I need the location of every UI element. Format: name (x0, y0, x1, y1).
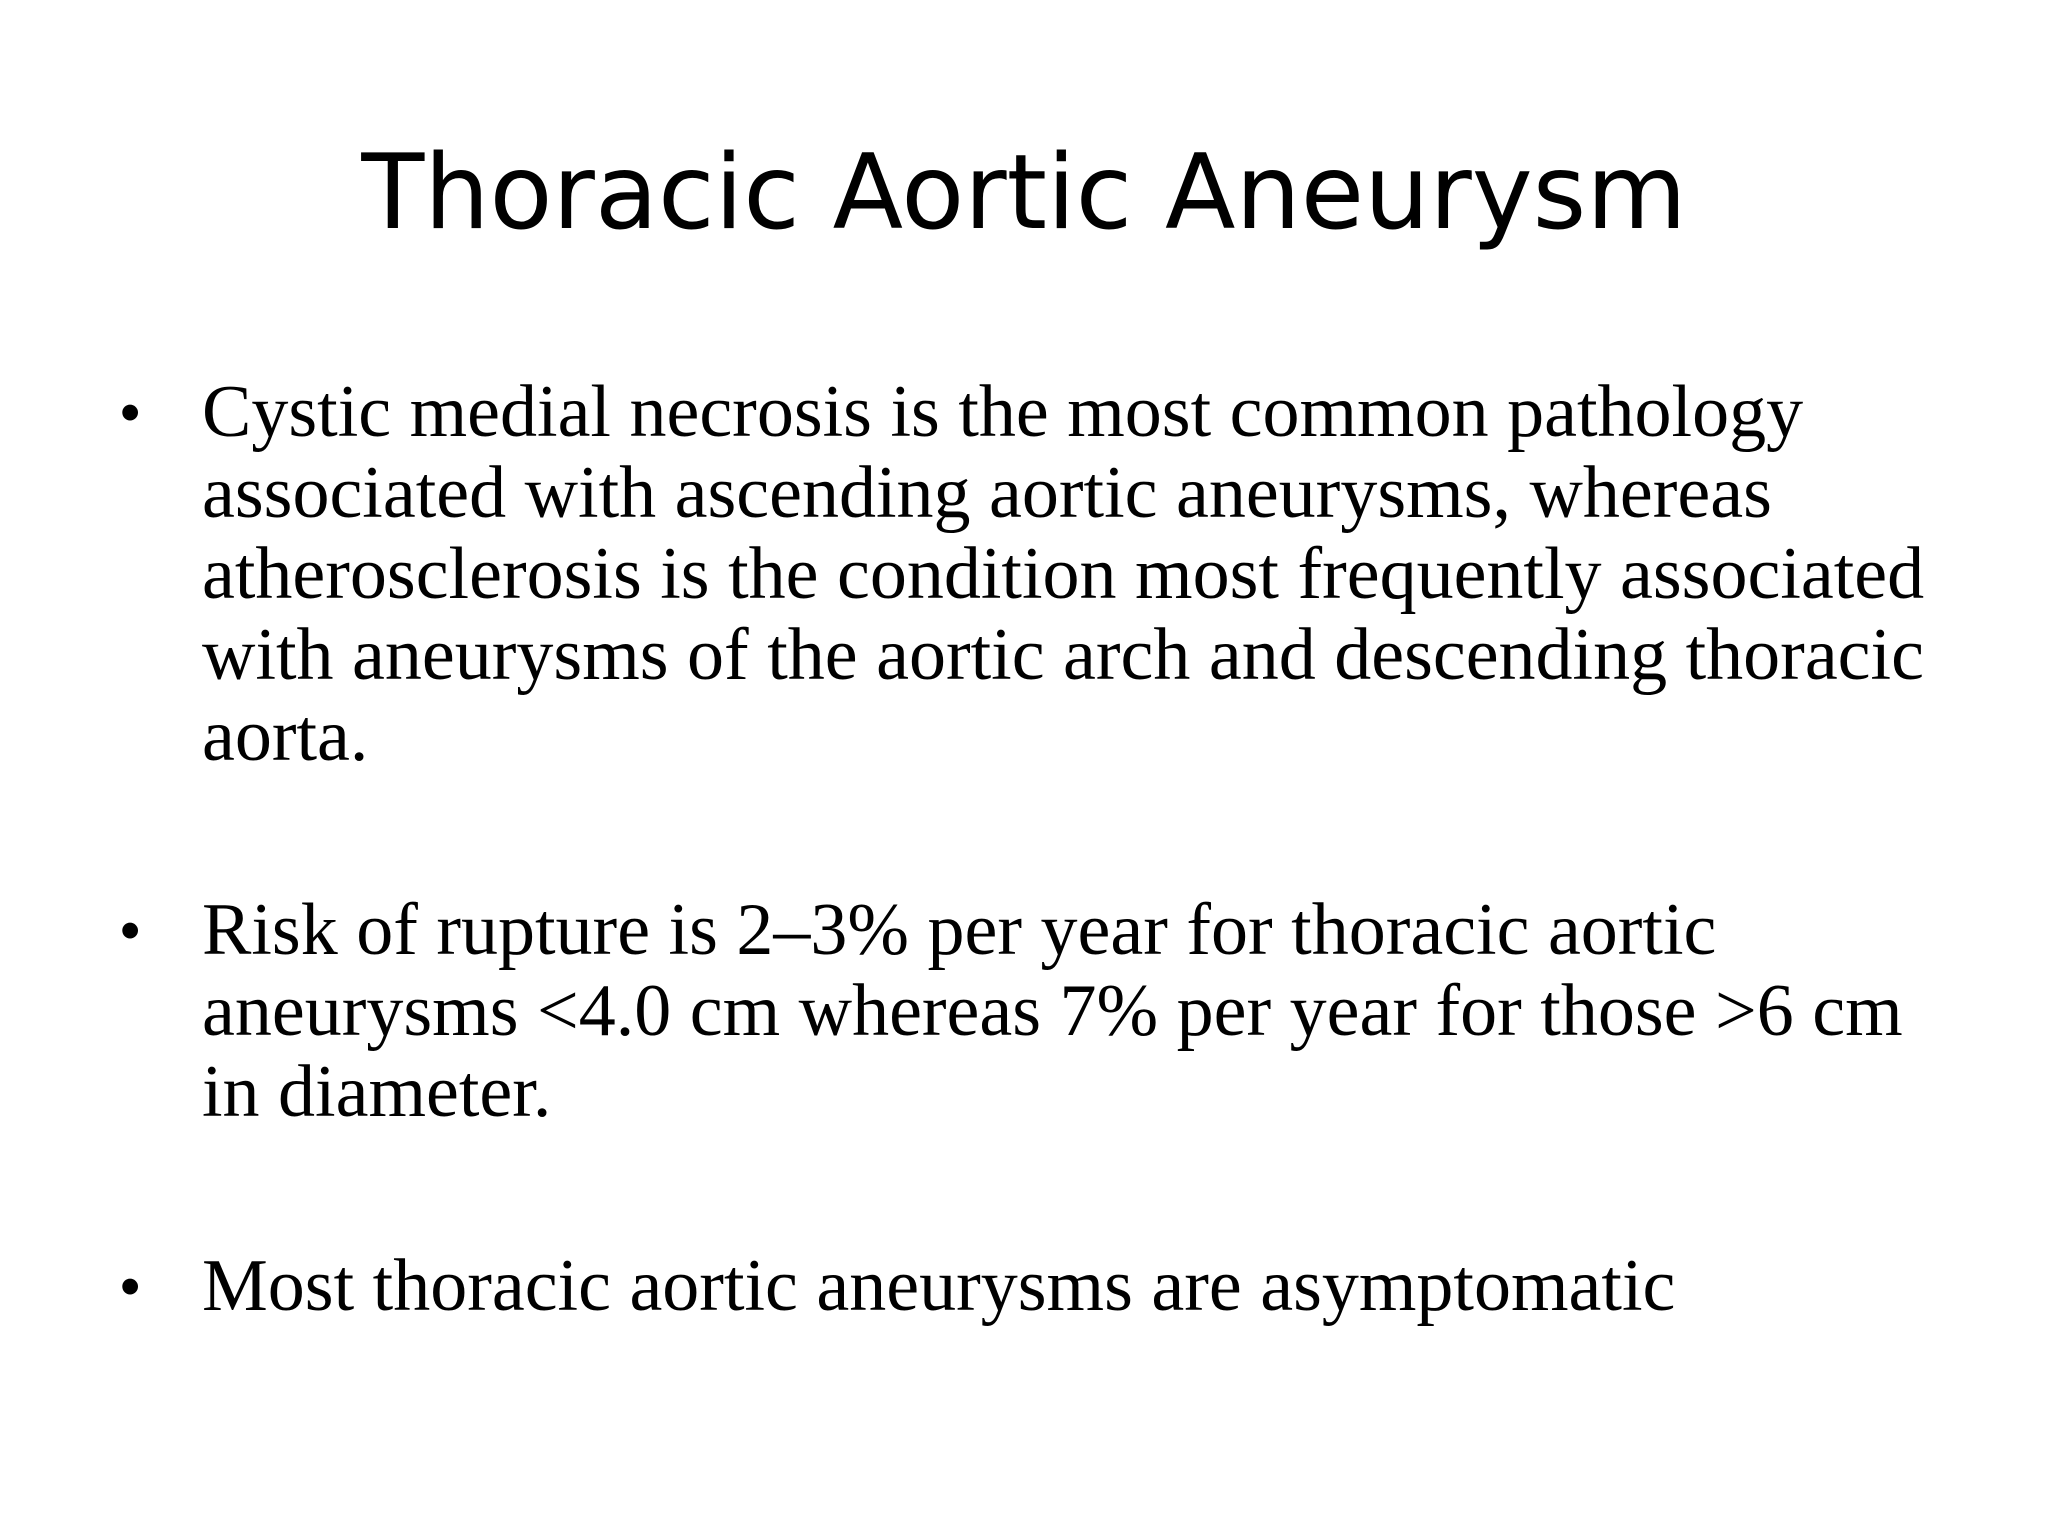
bullet-marker-icon: • (120, 380, 141, 445)
bullet-text: Risk of rupture is 2–3% per year for thoracic aortic aneurysms <4.0 cm whereas 7% per year for those >6 cm in diameter. (202, 889, 1903, 1133)
slide-title: Thoracic Aortic Aneurysm (361, 133, 1687, 253)
bullet-marker-icon: • (120, 898, 141, 963)
bullet-marker-icon: • (120, 1254, 141, 1319)
bullet-text: Most thoracic aortic aneurysms are asymptomatic (202, 1245, 1676, 1327)
bullet-text: Cystic medial necrosis is the most common pathology associated with ascending aortic aneurysms, whereas atherosclerosis is the condition most frequently associated with aneurysms of the aortic arch and descending thoracic aorta. (202, 371, 1925, 777)
